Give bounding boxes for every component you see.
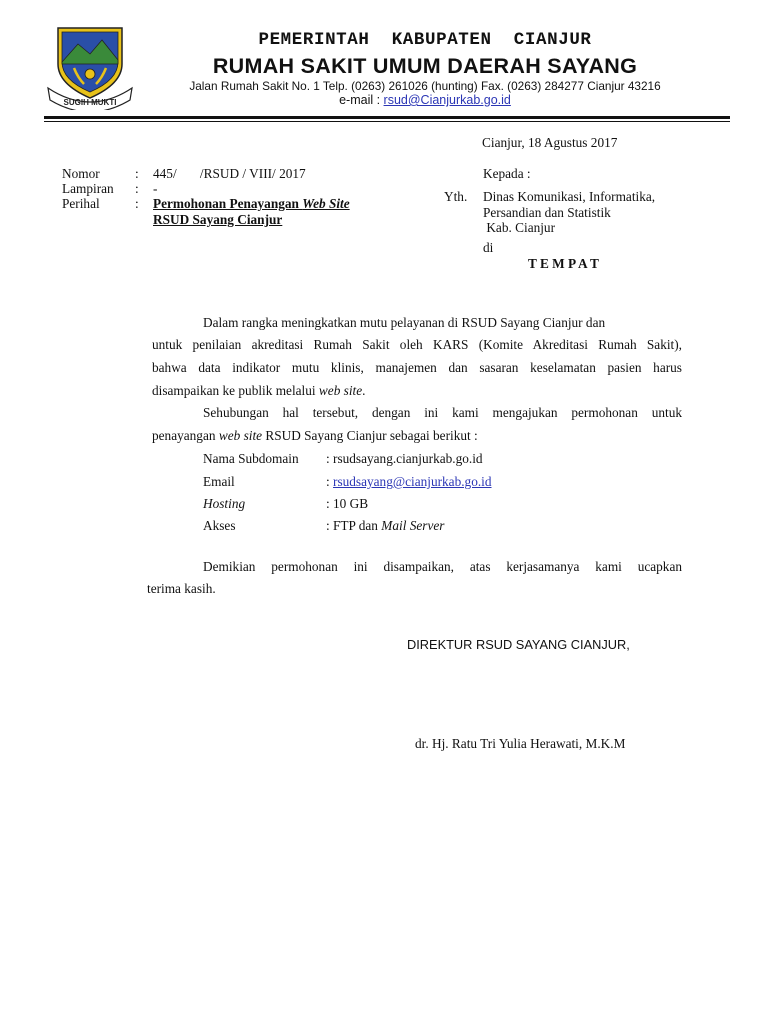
detail-label-hosting: Hosting [203, 496, 246, 511]
recipient-tempat: T E M P A T [528, 256, 599, 271]
para1-line1: Dalam rangka meningkatkan mutu pelayanan di RSUD Sayang Cianjur dan [203, 315, 606, 330]
para2-line2-end: RSUD Sayang Cianjur sebagai berikut : [262, 428, 478, 443]
government-header: PEMERINTAH KABUPATEN CIANJUR [258, 30, 592, 50]
hospital-address: Jalan Rumah Sakit No. 1 Telp. (0263) 261026 (hunting) Fax. (0263) 284277 Cianjur 43216 [189, 79, 661, 93]
hospital-email-line [140, 93, 710, 107]
letterhead-rule-thin [44, 121, 730, 122]
para2-website-italic: web site [218, 428, 263, 443]
para2-line1: Sehubungan hal tersebut, dengan ini kami mengajukan permohonan untuk [203, 405, 682, 420]
nomor-value: 445/ /RSUD / VIII/ 2017 [153, 166, 306, 181]
detail-akses-mailserver: Mail Server [381, 518, 445, 533]
perihal-value-line1 [153, 196, 350, 212]
detail-email-colon: : [326, 474, 334, 489]
recipient-line-1: Dinas Komunikasi, Informatika, [483, 189, 656, 204]
recipient-di: di [483, 240, 494, 255]
closing-line2: terima kasih. [147, 581, 216, 596]
email-label: e-mail : [339, 93, 384, 107]
detail-label-subdomain: Nama Subdomain [203, 451, 299, 466]
para2-line2-text: penayangan [152, 428, 219, 443]
nomor-label: Nomor [62, 166, 100, 181]
para2-line2 [152, 428, 478, 444]
perihal-website-italic: Web Site [302, 196, 350, 211]
closing-line1: Demikian permohonan ini disampaikan, atas kerjasamanya kami ucapkan [203, 559, 682, 574]
letter-date: Cianjur, 18 Agustus 2017 [482, 135, 618, 150]
signature-name: dr. Hj. Ratu Tri Yulia Herawati, M.K.M [415, 736, 626, 751]
perihal-colon: : [135, 196, 139, 211]
detail-value-subdomain: : rsudsayang.cianjurkab.go.id [326, 451, 483, 466]
detail-value-akses [326, 518, 444, 534]
detail-value-hosting: : 10 GB [326, 496, 369, 511]
para1-line4-text: disampaikan ke publik melalui [152, 382, 319, 398]
signature-title: DIREKTUR RSUD SAYANG CIANJUR, [407, 637, 630, 652]
lampiran-label: Lampiran [62, 181, 114, 196]
recipient-line-3: Kab. Cianjur [483, 220, 556, 235]
detail-value-email [326, 474, 492, 490]
para1-line4-end: . [362, 382, 366, 398]
kepada-label: Kepada : [483, 166, 531, 181]
detail-email-link[interactable]: rsudsayang@cianjurkab.go.id [333, 474, 492, 489]
para1-line2: untuk penilaian akreditasi Rumah Sakit oleh KARS (Komite Akreditasi Rumah Sakit), [152, 337, 682, 352]
letterhead-rule-thick [44, 116, 730, 119]
detail-akses-prefix: : FTP dan [326, 518, 382, 533]
detail-label-akses: Akses [203, 518, 236, 533]
hospital-name: RUMAH SAKIT UMUM DAERAH SAYANG [212, 54, 638, 78]
lampiran-value: - [153, 181, 158, 196]
para1-line3: bahwa data indikator mutu klinis, manajemen dan sasaran keselamatan pasien harus [152, 359, 682, 375]
lampiran-colon: : [135, 181, 139, 196]
paragraph-1-body [152, 334, 682, 402]
para1-line4 [152, 380, 682, 403]
perihal-label: Perihal [62, 196, 100, 211]
perihal-value-line2: RSUD Sayang Cianjur [153, 212, 283, 227]
recipient-line-2: Persandian dan Statistik [483, 205, 611, 220]
para1-website-italic: web site [318, 382, 363, 398]
nomor-colon: : [135, 166, 139, 181]
yth-label: Yth. [444, 189, 468, 204]
perihal-text: Permohonan Penayangan [153, 196, 303, 211]
hospital-email-link[interactable]: rsud@Cianjurkab.go.id [383, 93, 511, 107]
regency-emblem-logo [44, 24, 136, 110]
detail-label-email: Email [203, 474, 235, 489]
logo-motto: SUGIH MUKTI [63, 98, 117, 107]
